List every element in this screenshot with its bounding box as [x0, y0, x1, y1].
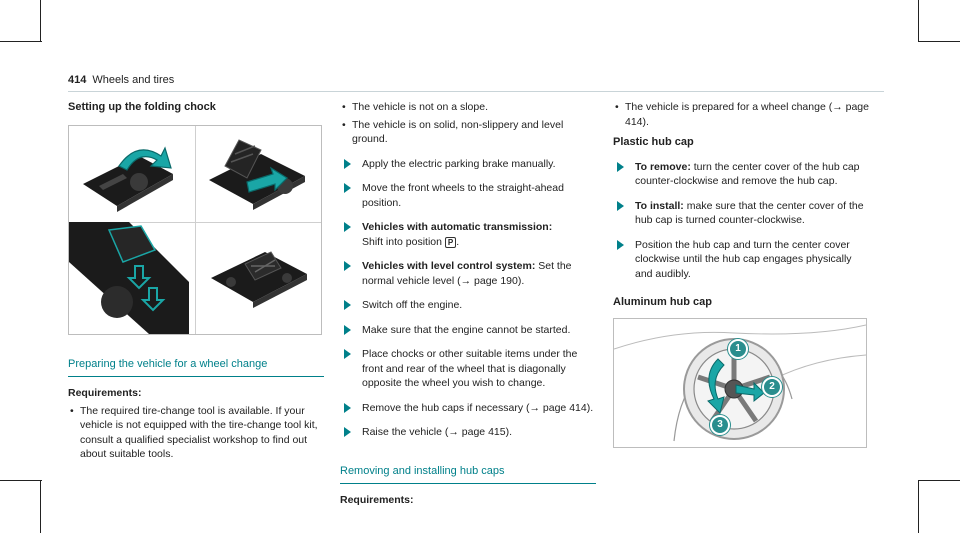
hubcaps-requirements-label: Requirements: — [340, 494, 414, 506]
crop-mark — [918, 0, 919, 42]
aluminum-hubcap-illustration — [613, 318, 867, 448]
chock-step-3-image — [69, 222, 195, 334]
plastic-hubcap-title: Plastic hub cap — [613, 136, 694, 148]
preparing-requirements-list-cont — [340, 100, 596, 147]
callout-1: 1 — [728, 339, 748, 359]
step-arrow-icon — [344, 403, 351, 413]
crop-mark — [0, 41, 42, 42]
column-middle — [340, 100, 596, 511]
list-item: • The vehicle is on solid, non-slippery and level ground. — [340, 118, 596, 147]
crop-mark — [918, 480, 919, 533]
list-item: • The vehicle is not on a slope. — [340, 100, 596, 115]
step-arrow-icon — [617, 240, 624, 250]
crop-mark — [0, 480, 42, 481]
crop-mark — [918, 480, 960, 481]
preparing-requirements-list — [68, 404, 324, 462]
gear-p-key: P — [445, 237, 456, 248]
hubcap-step: To install: make sure that the center cover of the hub cap is turned counter-clockwise. — [613, 199, 869, 228]
step-arrow-icon — [344, 300, 351, 310]
chock-step-1-image — [69, 126, 195, 222]
step-arrow-icon — [344, 427, 351, 437]
hubcap-step: To remove: turn the center cover of the hub cap counter-clockwise and remove the hub cap. — [613, 160, 869, 189]
header-rule — [68, 91, 884, 92]
hubcaps-requirements-list — [613, 100, 869, 129]
step-arrow-icon — [617, 162, 624, 172]
step-arrow-icon — [344, 222, 351, 232]
step-arrow-icon — [344, 349, 351, 359]
preparing-step: Remove the hub caps if necessary (→ page 414). — [340, 401, 596, 416]
column-right — [613, 100, 869, 448]
preparing-step: Switch off the engine. — [340, 298, 596, 313]
page-number: 414 — [68, 74, 87, 86]
preparing-section-title: Preparing the vehicle for a wheel change — [68, 357, 324, 378]
step-arrow-icon — [344, 159, 351, 169]
preparing-step: Place chocks or other suitable items under the front and rear of the wheel that is diagonally opposite the wheel you wish to change. — [340, 347, 596, 391]
step-arrow-icon — [617, 201, 624, 211]
preparing-step: Raise the vehicle (→ page 415). — [340, 425, 596, 440]
column-left — [68, 100, 324, 465]
preparing-step: Apply the electric parking brake manually. — [340, 157, 596, 172]
crop-mark — [40, 0, 41, 42]
step-arrow-icon — [344, 325, 351, 335]
list-item: • The vehicle is prepared for a wheel change (→ page 414). — [613, 100, 869, 129]
preparing-step: Vehicles with level control system: Set the normal vehicle level (→ page 190). — [340, 259, 596, 288]
crop-mark — [918, 41, 960, 42]
callout-3: 3 — [710, 415, 730, 435]
aluminum-hubcap-title: Aluminum hub cap — [613, 296, 712, 308]
hubcaps-section-title: Removing and installing hub caps — [340, 464, 596, 485]
crop-mark — [40, 480, 41, 533]
step-arrow-icon — [344, 183, 351, 193]
chock-step-2-image — [195, 126, 321, 222]
header-section-title: Wheels and tires — [92, 74, 175, 86]
list-item: • The required tire-change tool is available. If your vehicle is not equipped with the tire-change tool kit, consult a qualified specialist workshop to find out about suitable tools. — [68, 404, 324, 462]
callout-2: 2 — [762, 377, 782, 397]
preparing-step: Move the front wheels to the straight-ahead position. — [340, 181, 596, 210]
step-arrow-icon — [344, 261, 351, 271]
folding-chock-title: Setting up the folding chock — [68, 101, 216, 113]
preparing-step: Make sure that the engine cannot be started. — [340, 323, 596, 338]
folding-chock-illustration — [68, 125, 322, 335]
chock-step-4-image — [195, 222, 321, 334]
page-header — [68, 74, 174, 86]
preparing-step: Vehicles with automatic transmission: Shift into position P . — [340, 220, 596, 249]
preparing-requirements-label: Requirements: — [68, 387, 142, 399]
hubcap-step: Position the hub cap and turn the center cover clockwise until the hub cap engages physically and audibly. — [613, 238, 869, 282]
